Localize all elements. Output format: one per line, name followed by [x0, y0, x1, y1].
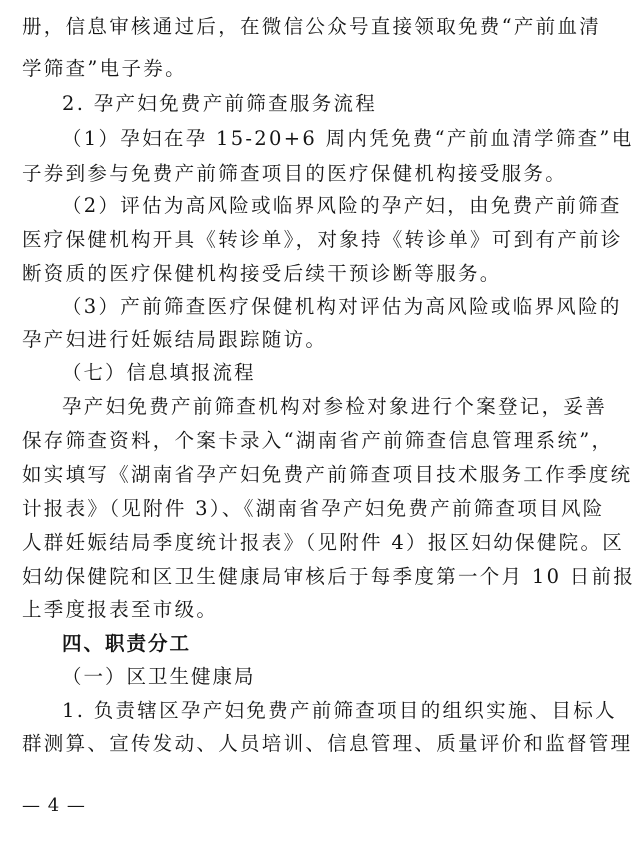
text-line: 学筛查”电子券。 — [22, 57, 187, 80]
text-line: 孕产妇免费产前筛查机构对参检对象进行个案登记，妥善 — [62, 395, 608, 418]
text-line: （2）评估为高风险或临界风险的孕产妇，由免费产前筛查 — [62, 194, 622, 217]
text-line: 医疗保健机构开具《转诊单》，对象持《转诊单》可到有产前诊 — [22, 228, 623, 251]
text-line: 1. 负责辖区孕产妇免费产前筛查项目的组织实施、目标人 — [62, 699, 617, 722]
text-line: 子券到参与免费产前筛查项目的医疗保健机构接受服务。 — [22, 162, 568, 185]
chapter-heading: 四、职责分工 — [62, 632, 192, 655]
text-line: 孕产妇进行妊娠结局跟踪随访。 — [22, 328, 328, 351]
text-line: 断资质的医疗保健机构接受后续干预诊断等服务。 — [22, 262, 502, 285]
section-heading: 2. 孕产妇免费产前筛查服务流程 — [62, 92, 378, 115]
text-line: 保存筛查资料，个案卡录入“湖南省产前筛查信息管理系统”， — [22, 429, 614, 452]
text-line: 计报表》（见附件 3）、《湖南省孕产妇免费产前筛查项目风险 — [22, 497, 605, 520]
text-line: 人群妊娠结局季度统计报表》（见附件 4）报区妇幼保健院。区 — [22, 531, 625, 554]
text-line: 妇幼保健院和区卫生健康局审核后于每季度第一个月 10 日前报 — [22, 565, 636, 588]
text-line: 如实填写《湖南省孕产妇免费产前筛查项目技术服务工作季度统 — [22, 463, 633, 486]
text-line: （1）孕妇在孕 15-20+6 周内凭免费“产前血清学筛查”电 — [62, 127, 634, 150]
section-heading: （一）区卫生健康局 — [62, 665, 256, 688]
text-line: 群测算、宣传发动、人员培训、信息管理、质量评价和监督管理 — [22, 732, 633, 755]
text-line: （3）产前筛查医疗保健机构对评估为高风险或临界风险的 — [62, 295, 622, 318]
page-number: — 4 — — [22, 795, 86, 816]
section-heading: （七）信息填报流程 — [62, 361, 256, 384]
text-line: 册，信息审核通过后，在微信公众号直接领取免费“产前血清 — [22, 15, 602, 38]
text-line: 上季度报表至市级。 — [22, 598, 219, 621]
